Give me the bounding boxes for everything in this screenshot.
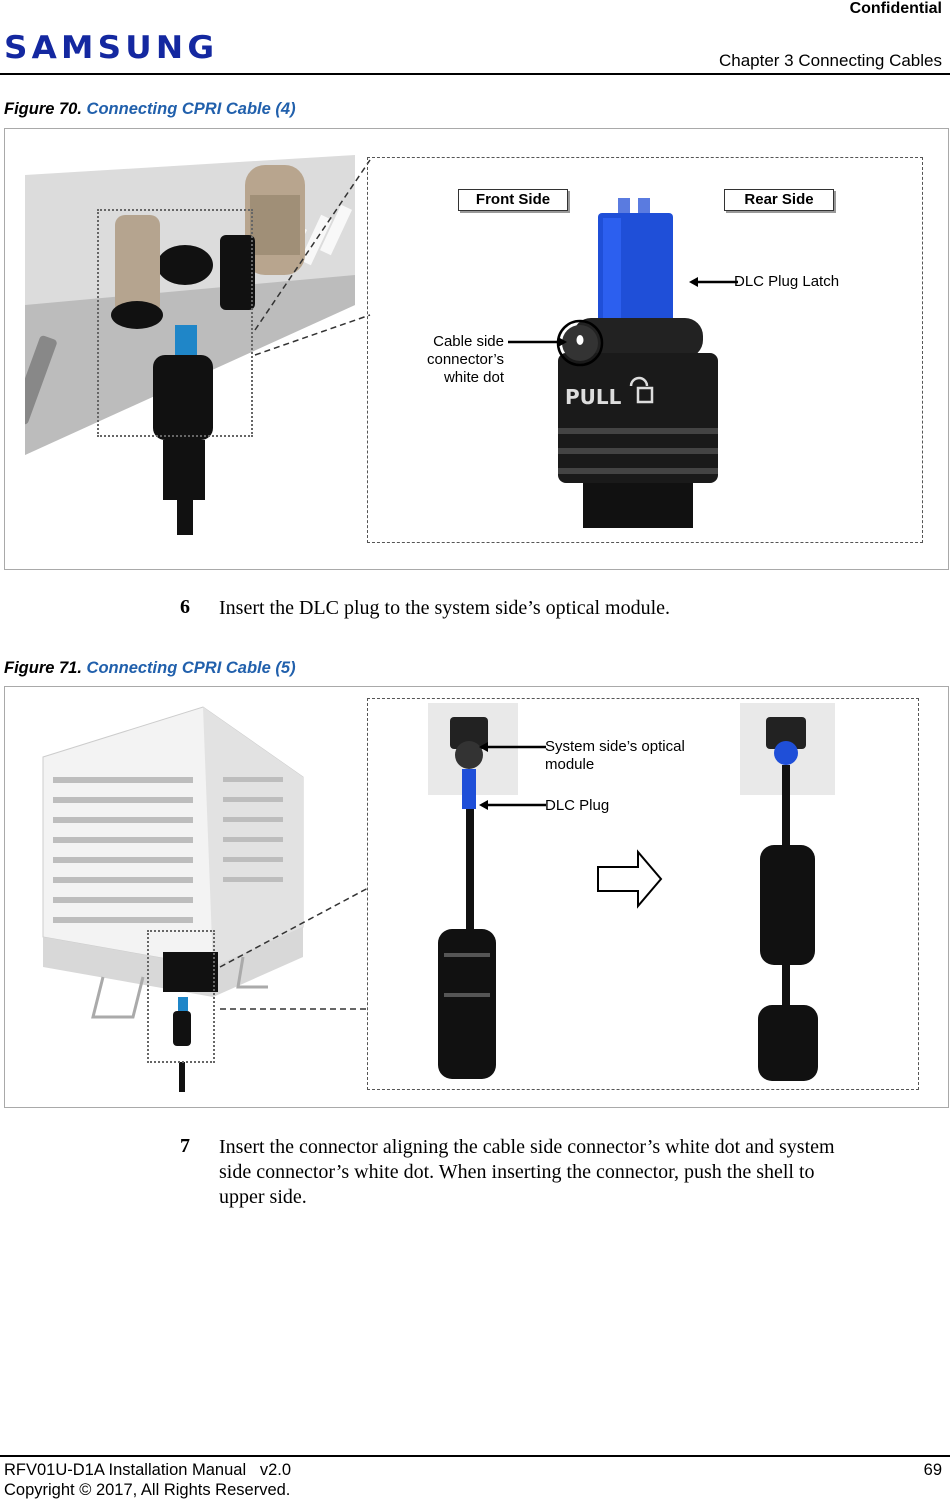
plug-insert-detail-box (367, 698, 919, 1090)
right-arrow-icon (596, 849, 666, 909)
step-6-text: Insert the DLC plug to the system side’s optical module. (219, 597, 671, 619)
zoom-region-box-71 (147, 930, 215, 1063)
dlc-plug-after (740, 703, 840, 1083)
header-rule (0, 73, 950, 75)
figure-71-number: Figure 71. (4, 659, 82, 677)
cpri-connector-illustration (543, 188, 743, 528)
figure-70-frame (4, 128, 949, 570)
optical-module-label-line2: module (545, 756, 595, 773)
figure-71-frame (4, 686, 949, 1108)
step-7-text (219, 1135, 835, 1210)
figure-70-title: Connecting CPRI Cable (4) (86, 100, 296, 118)
zoom-guide-lines (250, 155, 375, 445)
front-side-label: Front Side (458, 189, 568, 211)
pull-marking: PULL (565, 385, 622, 409)
rear-side-label: Rear Side (724, 189, 834, 211)
figure-71-caption (4, 659, 296, 678)
copyright: Copyright © 2017, All Rights Reserved. (4, 1481, 291, 1499)
samsung-logo: SAMSUNG (4, 30, 219, 66)
figure-70-number: Figure 70. (4, 100, 82, 118)
page-number: 69 (923, 1461, 942, 1479)
white-dot-label (388, 333, 504, 387)
figure-71-title: Connecting CPRI Cable (5) (86, 659, 296, 677)
optical-module-label (545, 738, 685, 774)
callout-arrows-fig71 (458, 739, 548, 819)
step-7-line2: side connector’s white dot. When inserting the connector, push the shell to (219, 1161, 815, 1183)
manual-title: RFV01U-D1A Installation Manual v2.0 (4, 1461, 292, 1479)
dlc-plug-latch-label: DLC Plug Latch (734, 273, 840, 290)
step-6 (180, 596, 940, 626)
step-7-line1: Insert the connector aligning the cable side connector’s white dot and system (219, 1136, 835, 1158)
step-7-number: 7 (180, 1135, 190, 1157)
white-dot-label-line1: Cable side (433, 333, 504, 350)
footer-rule (0, 1455, 950, 1457)
dlc-plug-label: DLC Plug (545, 797, 610, 814)
confidential-label: Confidential (849, 0, 942, 17)
step-6-number: 6 (180, 596, 190, 618)
step-7-line3: upper side. (219, 1186, 307, 1208)
zoom-region-box (97, 209, 253, 437)
optical-module-label-line1: System side’s optical (545, 738, 685, 755)
figure-70-caption (4, 100, 296, 119)
step-7 (180, 1135, 940, 1215)
connector-detail-box (367, 157, 923, 543)
zoom-guide-lines-71 (215, 697, 375, 1017)
white-dot-label-line2: connector’s (427, 351, 504, 368)
white-dot-label-line3: white dot (443, 369, 504, 386)
callout-arrows-fig70 (503, 248, 743, 358)
chapter-title: Chapter 3 Connecting Cables (718, 51, 942, 70)
